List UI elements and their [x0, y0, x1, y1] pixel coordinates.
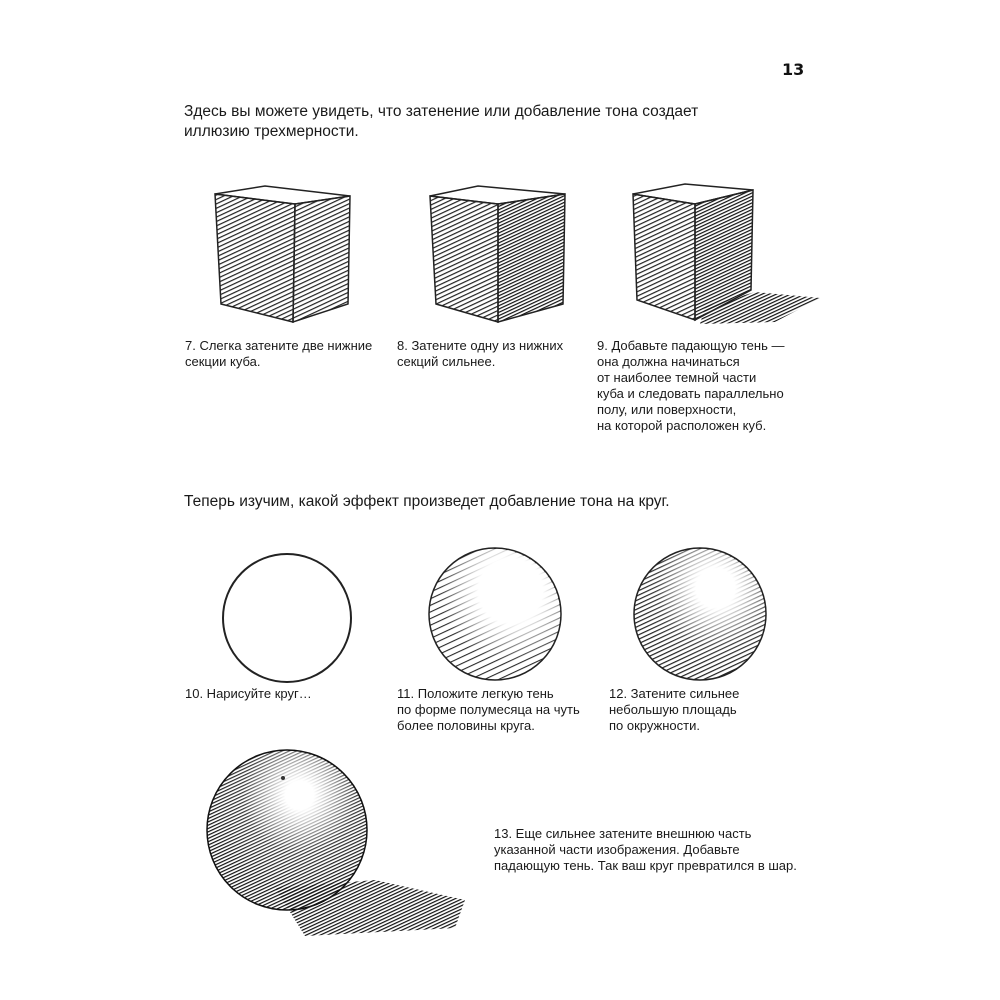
- cube-caption-8: 8. Затените одну из нижних секций сильнее.: [397, 338, 564, 369]
- cube-caption-9: 9. Добавьте падающую тень — она должна начинаться от наиболее темной части куба и следовать параллельно полу, или поверхности, на которой расположен куб.: [597, 338, 785, 433]
- sphere-caption-13: 13. Еще сильнее затените внешнюю часть указанной части изображения. Добавьте падающую тень. Так ваш круг превратился в шар.: [494, 826, 797, 873]
- circle-caption-11: 11. Положите легкую тень по форме полумесяца на чуть более половины круга.: [397, 686, 580, 733]
- intro-cube-text: Здесь вы можете увидеть, что затенение или добавление тона создает иллюзию трехмерности.: [184, 103, 699, 140]
- cube-caption-7: 7. Слегка затените две нижние секции куба.: [185, 338, 373, 369]
- cube-figure-7: [205, 182, 360, 327]
- circle-figure-10: [212, 548, 362, 688]
- circle-caption-12: 12. Затените сильнее небольшую площадь по окружности.: [609, 686, 740, 733]
- cube-figure-8: [422, 182, 577, 327]
- circle-figure-12: [628, 542, 778, 682]
- cube-figure-9: [625, 182, 825, 327]
- circle-figure-11: [423, 542, 573, 682]
- intro-circle-text: Теперь изучим, какой эффект произведет добавление тона на круг.: [184, 493, 670, 510]
- sphere-figure-13: [195, 738, 475, 938]
- circle-caption-10: 10. Нарисуйте круг…: [185, 686, 312, 701]
- page-number: 13: [782, 60, 805, 79]
